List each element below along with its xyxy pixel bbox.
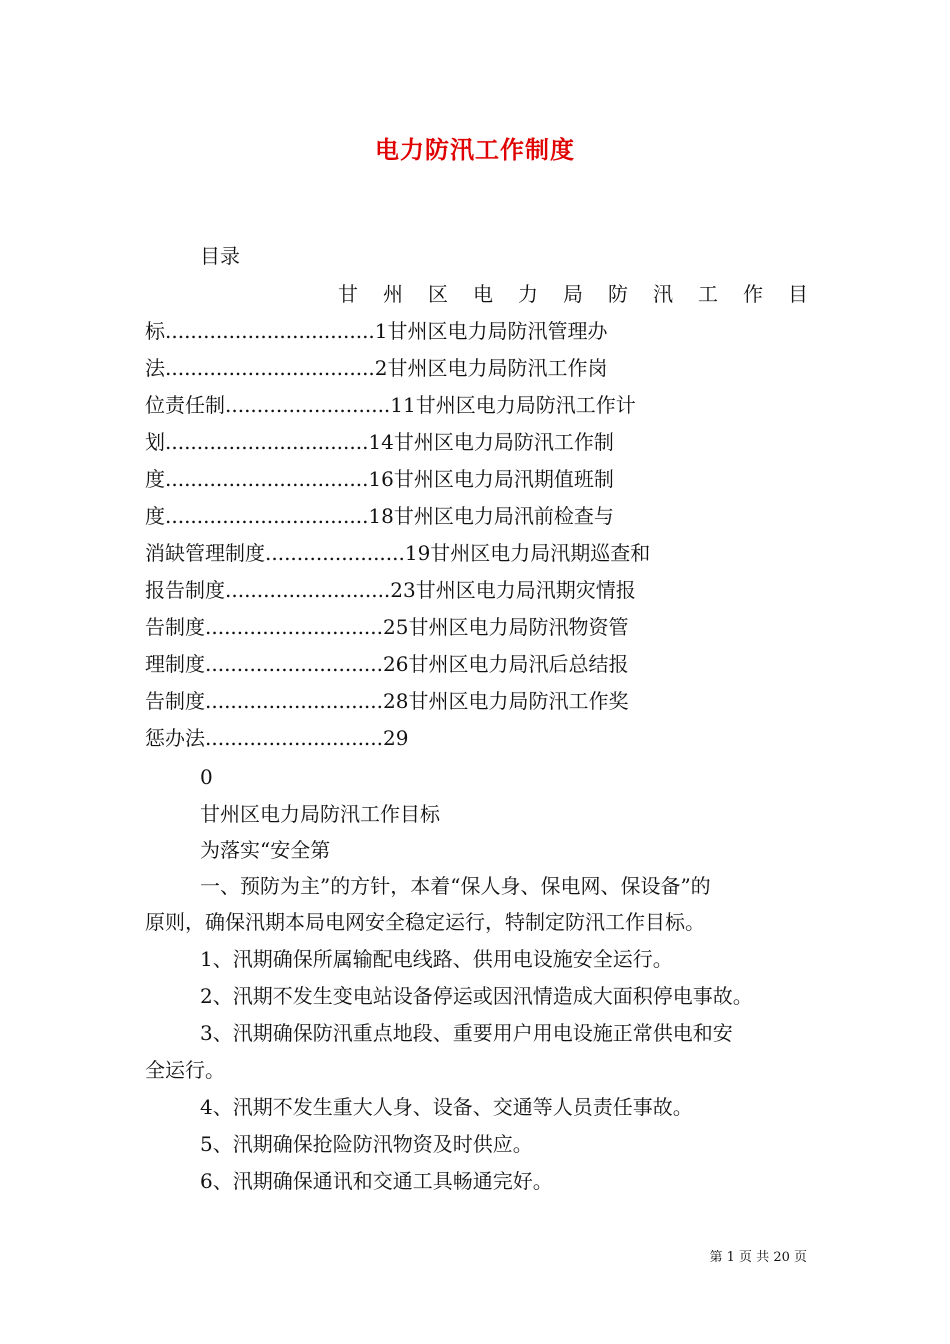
toc-line: 位责任制..........................11甘州区电力局防汛工作计 (145, 393, 636, 417)
toc-line: 理制度............................26甘州区电力局汛后总结报 (145, 652, 629, 676)
section-title: 甘州区电力局防汛工作目标 (200, 802, 440, 826)
paragraph: 一、预防为主”的方针，本着“保人身、保电网、保设备”的 (200, 874, 711, 898)
toc-char: 作 (743, 282, 763, 306)
list-item: 5、汛期确保抢险防汛物资及时供应。 (200, 1132, 533, 1156)
paragraph: 为落实“安全第 (200, 838, 331, 862)
toc-line: 法.................................2甘州区电力局防汛工作岗 (145, 356, 608, 380)
toc-char: 州 (383, 282, 403, 306)
page-marker: 0 (200, 765, 213, 789)
list-item: 全运行。 (145, 1058, 225, 1082)
list-item: 2、汛期不发生变电站设备停运或因汛情造成大面积停电事故。 (200, 984, 753, 1008)
toc-char: 局 (563, 282, 583, 306)
list-item: 6、汛期确保通讯和交通工具畅通完好。 (200, 1169, 553, 1193)
toc-char: 防 (608, 282, 628, 306)
toc-line: 度................................16甘州区电力局汛期值班制 (145, 467, 614, 491)
toc-heading: 目录 (200, 244, 240, 268)
list-item: 4、汛期不发生重大人身、设备、交通等人员责任事故。 (200, 1095, 693, 1119)
toc-char: 目 (788, 282, 808, 306)
toc-first-line (338, 280, 808, 308)
toc-char: 电 (473, 282, 493, 306)
toc-char: 甘 (338, 282, 358, 306)
document-title: 电力防汛工作制度 (375, 135, 575, 164)
toc-char: 汛 (653, 282, 673, 306)
toc-line: 告制度............................28甘州区电力局防汛工作奖 (145, 689, 629, 713)
toc-line: 告制度............................25甘州区电力局防汛物资管 (145, 615, 629, 639)
page-number: 第 1 页 共 20 页 (709, 1250, 807, 1265)
list-item: 1、汛期确保所属输配电线路、供用电设施安全运行。 (200, 947, 673, 971)
toc-char: 区 (428, 282, 448, 306)
toc-line: 惩办法............................29 (145, 726, 409, 750)
toc-char: 力 (518, 282, 538, 306)
toc-char: 工 (698, 282, 718, 306)
toc-line: 报告制度..........................23甘州区电力局汛期灾情报 (145, 578, 636, 602)
list-item: 3、汛期确保防汛重点地段、重要用户用电设施正常供电和安 (200, 1021, 733, 1045)
paragraph: 原则，确保汛期本局电网安全稳定运行，特制定防汛工作目标。 (145, 910, 705, 934)
toc-line: 消缺管理制度......................19甘州区电力局汛期巡查和 (145, 541, 651, 565)
toc-line: 划................................14甘州区电力局防汛工作制 (145, 430, 614, 454)
toc-line: 度................................18甘州区电力局汛前检查与 (145, 504, 614, 528)
toc-line: 标.................................1甘州区电力局防汛管理办 (145, 319, 608, 343)
